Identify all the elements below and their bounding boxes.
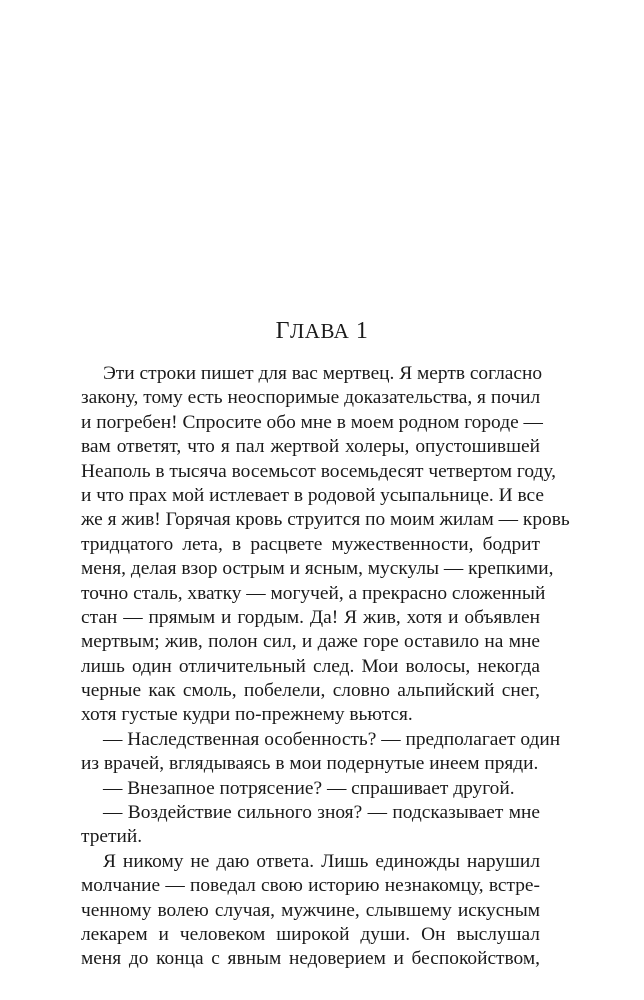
chapter-body-text	[81, 362, 570, 972]
text-line: меня, делая взор острым и ясным, мускулы — крепкими,	[81, 558, 554, 580]
text-line: и погребен! Спросите обо мне в моем родном городе —	[81, 411, 543, 433]
text-line: — Наследственная особенность? — предполагает один	[103, 728, 561, 750]
text-line: ченному волею случая, мужчине, слывшему искусным	[81, 899, 540, 921]
text-line: хотя густые кудри по-прежнему вьются.	[81, 704, 413, 726]
text-line: же я жив! Горячая кровь струится по моим жилам — кровь	[81, 509, 570, 531]
text-line: третий.	[81, 826, 143, 848]
paragraph	[81, 850, 540, 972]
text-line: мертвым; жив, полон сил, и даже горе оставило на мне	[81, 631, 540, 653]
paragraph	[81, 728, 561, 777]
chapter-title-smallcaps: ЛАВА	[290, 319, 350, 343]
text-line: — Воздействие сильного зноя? — подсказывает мне	[103, 802, 540, 824]
text-line: из врачей, вглядываясь в мои подернутые инеем пряди.	[81, 753, 539, 775]
paragraph	[81, 362, 570, 728]
chapter-title-initial: Г	[275, 318, 291, 344]
chapter-number: 1	[355, 318, 369, 344]
text-line: меня до конца с явным недоверием и беспокойством,	[81, 948, 540, 970]
text-line: Эти строки пишет для вас мертвец. Я мертв согласно	[103, 363, 543, 384]
text-line: тридцатого лета, в расцвете мужественности, бодрит	[81, 533, 540, 555]
text-line: точно сталь, хватку — могучей, а прекрасно сложенный	[81, 582, 546, 604]
text-line: лишь один отличительный след. Мои волосы, некогда	[81, 655, 540, 677]
text-line: вам ответят, что я пал жертвой холеры, опустошившей	[81, 436, 540, 458]
paragraph	[81, 777, 540, 801]
text-line: — Внезапное потрясение? — спрашивает другой.	[103, 777, 515, 799]
text-line: стан — прямым и гордым. Да! Я жив, хотя и объявлен	[81, 606, 540, 628]
text-line: молчание — поведал свою историю незнакомцу, встре-	[81, 875, 540, 897]
text-line: Неаполь в тысяча восемьсот восемьдесят четвертом году,	[81, 460, 556, 482]
text-line: черные как смоль, побелели, словно альпийский снег,	[81, 680, 540, 702]
text-line: закону, тому есть неоспоримые доказательства, я почил	[81, 387, 541, 409]
paragraph	[81, 801, 540, 850]
chapter-title	[0, 316, 644, 346]
text-line: и что прах мой истлевает в родовой усыпальнице. И все	[81, 484, 544, 506]
text-line: лекарем и человеком широкой души. Он выслушал	[81, 923, 540, 945]
text-line: Я никому не даю ответа. Лишь единожды нарушил	[103, 850, 540, 872]
